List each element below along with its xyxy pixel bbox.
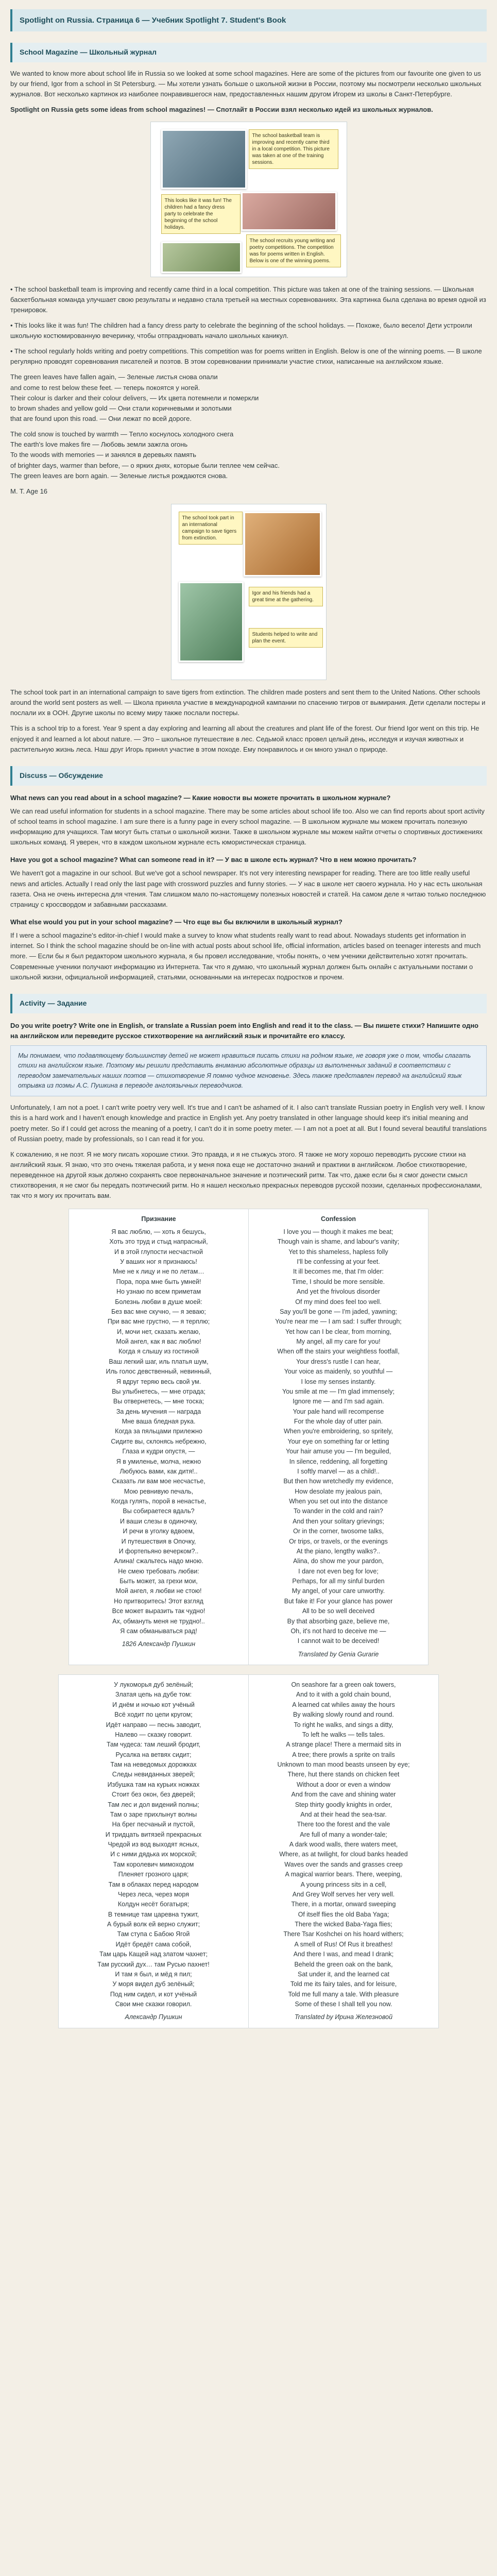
poem-line: And to it with a gold chain bound, (296, 1691, 391, 1699)
paragraph-tigers: The school took part in an international campaign to save tigers from extinction. The children made posters and sent them to the United Nations. Other schools around the world sent posters as well. — Школа приняла участие в международной кампании по спасению тигров от вымирания. Дети сделали постеры и послали их в ООН. Другие школы по всему миру также послали постеры. (10, 688, 486, 717)
poem-line: A dark wood walls, there waters meet, (289, 1841, 398, 1849)
poem-line: To wander in the cold and rain? (294, 1507, 383, 1515)
poem-line: Ignore me — and I'm sad again. (293, 1398, 384, 1405)
poem-line: Свои мне сказки говорил. (115, 2001, 192, 2008)
poem-line: Но узнаю по всем приметам (116, 1288, 201, 1296)
poem-line: Там чудеса: там леший бродит, (106, 1741, 201, 1749)
poem-line: Налево — сказку говорит. (115, 1731, 192, 1738)
poem-line: A young princess sits in a cell, (300, 1880, 387, 1888)
poem-line: Всё ходит по цепи кругом; (114, 1711, 193, 1719)
poem-line: Иль голос девственный, невинный, (106, 1368, 212, 1376)
poem-line: Вы улыбнетесь, — мне отрада; (112, 1387, 205, 1395)
poem-line: У ваших ног я признаюсь! (120, 1258, 197, 1266)
poem-line: Когда за пяльцами прилежно (115, 1428, 202, 1435)
poem-line: И фортепьяно вечерком?.. (118, 1547, 199, 1555)
poem-line: It ill becomes me, that I'm older: (293, 1268, 384, 1276)
poem-line: Ваш легкий шаг, иль платья шум, (109, 1358, 209, 1365)
poem-line: Все может выразить так чудно! (112, 1607, 205, 1615)
tiger-poster-photo (244, 512, 321, 577)
poem-line: За день мучения — награда (116, 1408, 201, 1415)
poem-line: To the woods with memories — и занялся в деревьях память (10, 451, 196, 459)
poem-line: Yet to this shameless, hapless folly (288, 1248, 388, 1256)
poem-line: Там лес и дол видений полны; (108, 1801, 199, 1808)
question-1: What news can you read about in a school magazine? — Какие новости вы можете прочитать в школьном журнале? (10, 793, 391, 802)
poem-line: Через леса, через моря (118, 1890, 189, 1898)
poem-line: Пленяет грозного царя; (118, 1871, 189, 1878)
poem-line: and come to rest below these feet. — теперь покоятся у ногей. (10, 383, 200, 392)
poem-line: To left he walks — tells tales. (302, 1731, 385, 1738)
poem-line: И с ними дядька их морской; (110, 1851, 197, 1858)
paragraph-forest-trip: This is a school trip to a forest. Year 9 spent a day exploring and learning all about the creatures and plant life of the forest. Our friend Igor went on this trip. He enjoyed it and learned a lot about nature. — Это – школьное путешествие в лес. Седьмой класс провел целый день, исследуя и изучая животных и растительную жизнь леса. Наш друг Игорь принял участие в этом походе. Ему понравилось и он много узнал о природе. (10, 724, 479, 753)
winning-poem (10, 372, 487, 481)
poem-line: By walking slowly round and round. (293, 1711, 394, 1719)
poem-line: How desolate my jealous pain, (295, 1487, 382, 1495)
confession-poem-table (10, 1209, 487, 1666)
poem-line: There Tsar Koshchei on his hoard withers; (283, 1930, 404, 1938)
poem-line: A learned cat whiles away the hours (292, 1701, 395, 1708)
section-heading-discuss: Discuss — Обсуждение (10, 766, 487, 786)
poem-line: Мне не к лицу и не по летам… (113, 1268, 204, 1276)
poem-line: You smile at me — I'm glad immensely; (282, 1387, 395, 1395)
activity-task: Do you write poetry? Write one in English, or translate a Russian poem into English and read it to the class. — Вы пишете стихи? Напишите одно на английском или переведите русское стихотворение на английский язык и прочитайте его классу. (10, 1021, 478, 1040)
poem-line: Пора, пора мне быть умней! (116, 1278, 201, 1285)
poem-line: For the whole day of utter pain. (294, 1418, 383, 1426)
poem-line: And at their head the sea-tsar. (300, 1810, 387, 1818)
poem-line: You're near me — I am sad: I suffer through; (275, 1318, 402, 1326)
poem-line: Perhaps, for all my sinful burden (292, 1578, 385, 1585)
poem2-russian-column (58, 1674, 249, 2028)
poem-line: of brighter days, warmer than before, — о ярких днях, которые были теплее чем сейчас. (10, 461, 280, 469)
poem-line: But then how wretchedly my evidence, (283, 1478, 393, 1485)
poem-line: Болезнь любви в душе моей: (115, 1298, 202, 1306)
caption-students: Students helped to write and plan the event. (249, 628, 323, 648)
magazine-figure-1 (10, 122, 487, 277)
poem-line: Beheld the green oak on the bank, (294, 1960, 393, 1968)
section-heading-activity: Activity — Задание (10, 994, 487, 1013)
poem-line: I dare not even beg for love; (298, 1567, 379, 1575)
caption-friends: Igor and his friends had a great time at the gathering. (249, 587, 323, 606)
answer-2: We haven't got a magazine in our school. But we've got a school newspaper. It's not very interesting newspaper for reading. There are too little really useful news and articles. Actually I read only the last page with crossword puzzles and funny stories. — У нас в школе нет своего журнала. Но у нас есть школьная газета. Она не очень интересна для чтения. Там слишком мало по-настоящему полезных новостей и статей. На самом деле я читаю только последнюю страницу с кроссвордом и забавными рассказами. (10, 869, 486, 908)
basketball-team-photo (161, 129, 247, 189)
poem-line: A magical warrior bears. There, weeping, (285, 1871, 402, 1878)
poem-line: By that absorbing gaze, believe me, (287, 1617, 390, 1625)
poem-line: Без вас мне скучно, — я зеваю; (111, 1308, 206, 1315)
poem-line: Say you'll be gone — I'm jaded, yawning; (280, 1308, 397, 1315)
poem-author: Translated by Genia Gurarie (298, 1650, 379, 1658)
poem-line: Your eye on something far or letting (287, 1437, 389, 1445)
poem-line: Waves over the sands and grasses creep (284, 1860, 403, 1868)
caption-fancy-dress: This looks like it was fun! The children had a fancy dress party to celebrate the beginning of the school holidays. (161, 194, 241, 234)
poem-line: Златая цепь на дубе том: (115, 1691, 192, 1699)
poem-line: The green leaves have fallen again, — Зеленые листья снова опали (10, 373, 218, 381)
poem-line: Unknown to man mood beasts unseen by eye; (277, 1761, 410, 1769)
poem-line: И в этой глупости несчастной (114, 1248, 203, 1256)
poem-line: А бурый волк ей верно служит; (107, 1921, 200, 1928)
poem-line: to brown shades and yellow gold — Они стали коричневыми и золотыми (10, 404, 232, 412)
poem-spacer (10, 424, 487, 429)
poem-line: The earth's love makes fire — Любовь земли зажгла огонь (10, 440, 188, 449)
poem-line: У моря видел дуб зелёный; (112, 1980, 195, 1988)
activity-paragraph-ru: К сожалению, я не поэт. Я не могу писать хорошие стихи. Это правда, и я не стыжусь этого. Я также не могу хорошо переводить русские стихи на английский язык. Я знаю, что это очень тяжелая работа, и у меня пока еще не достаточно знаний и практики в английском. Любое стихотворение, переведенное на другой язык должно сохранять свое первоначальное значение и поэтический ритм. Так что, даже если бы я смог донести смысл стихотворения, я не смог бы передать поэтический ритм. Но я нашел несколько прекрасных переводов русской поэзии, сделанных профессионалами, так что я могу их прочитать вам. (10, 1150, 482, 1200)
section-heading-school-magazine: School Magazine — Школьный журнал (10, 43, 487, 62)
poem-line: Мне ваша бледная рука. (122, 1418, 196, 1426)
poem-line: Alina, do show me your pardon, (293, 1557, 384, 1565)
poem-line: Your dress's rustle I can hear, (296, 1358, 381, 1365)
poem-line: Сказать ли вам мое несчастье, (112, 1478, 205, 1485)
poem-line: И тридцать витязей прекрасных (105, 1831, 202, 1838)
poem-line: И ваши слезы в одиночку, (119, 1517, 198, 1525)
poem-line: Where, as at twilight, for cloud banks headed (279, 1851, 408, 1858)
poem-line: Your voice as maidenly, so youthful — (284, 1368, 393, 1376)
poem-line: A tree; there prowls a sprite on trails (292, 1751, 395, 1758)
poem-line: I love you — though it makes me beat; (283, 1228, 393, 1235)
poem-line: Of my mind does feel too well. (295, 1298, 382, 1306)
poem-line: Там на неведомых дорожках (110, 1761, 197, 1769)
poem-line: У лукоморья дуб зелёный; (114, 1681, 193, 1689)
page-title: Spotlight on Russia. Страница 6 — Учебник Spotlight 7. Student's Book (10, 9, 487, 31)
poem-line: A strange place! There a mermaid sits in (286, 1741, 401, 1749)
activity-paragraph-en: Unfortunately, I am not a poet. I can't write poetry very well. It's true and I can't be ashamed of it. I also can't translate Russian poetry in English very well. I know this is a hard work and I haven't enough knowledge and practice in English yet. Any poetry translated in other language should keep it's initial meaning and poetry meter. So if I could get across the meaning of a poetry, I can't do it in some poetry meter. — I am not a poet at all. But I found several beautiful translations of Russian poetry, made by professionals, so I can read it for you. (10, 1104, 487, 1143)
poem-line: And then your solitary grievings; (293, 1517, 384, 1525)
poem-line: Избушка там на курьих ножках (107, 1781, 200, 1788)
poem-line: Не смею требовать любви: (118, 1567, 199, 1575)
poem-line: Step thirty goodly knights in order, (295, 1801, 392, 1808)
poem-line: I softly marvel — as a child!.. (297, 1467, 380, 1475)
poem-line: Я в умиленье, молча, нежно (116, 1458, 201, 1465)
poem-line: Идёт бредёт сама собой, (115, 1940, 192, 1948)
poem-line: Любуюсь вами, как дитя!.. (119, 1467, 198, 1475)
poem-line: There, hut there stands on chicken feet (287, 1771, 400, 1778)
poem-line: Хоть это труд и стыд напрасный, (109, 1238, 208, 1246)
poem-line: I cannot wait to be deceived! (297, 1637, 380, 1645)
poem-line: В темнице там царевна тужит, (108, 1910, 199, 1918)
poem-line: И там я был, и мёд я пил; (115, 1970, 192, 1978)
poem-line: Мою ревнивую печаль, (124, 1487, 194, 1495)
poem-line: И речи в уголку вдвоем, (123, 1528, 195, 1535)
poem-line: Мой ангел, я любви не стою! (115, 1587, 202, 1595)
poem-line: I lose my senses instantly. (301, 1378, 376, 1385)
poem-line: Some of these I shall tell you now. (295, 2001, 392, 2008)
poem-line: Русалка на ветвях сидит; (115, 1751, 192, 1758)
poem-line: The cold snow is touched by warmth — Тепло коснулось холодного снега (10, 430, 234, 438)
poem-line: И путешествия в Опочку, (121, 1537, 196, 1545)
poem-line: Когда я слышу из гостиной (118, 1348, 199, 1355)
poem-line: Мой ангел, как я вас люблю! (116, 1338, 201, 1346)
poem-line: Там русский дух… там Русью пахнет! (97, 1960, 210, 1968)
poem-line: When you set out into the distance (289, 1498, 388, 1505)
poem-author: M. T. Age 16 (10, 487, 48, 495)
poem-line: Told me its fairy tales, and for leisure, (290, 1980, 397, 1988)
poem-line: На брег песчаный и пустой, (112, 1821, 195, 1828)
poem-line: At the piano, lengthy walks?.. (296, 1547, 381, 1555)
poem-line: Sat under it, and the learned cat (298, 1970, 389, 1978)
poem-line: But fake it! For your glance has power (284, 1597, 393, 1605)
poem-line: Ах, обмануть меня не трудно!.. (112, 1617, 205, 1625)
poem-line: Of itself flies the old Baba Yaga; (298, 1910, 389, 1918)
poem-line: Your pale hand will recompense (293, 1408, 384, 1415)
magazine-page-illustration (150, 122, 347, 277)
magazine-figure-2 (10, 504, 487, 680)
poem-russian-column (68, 1209, 249, 1666)
poem-line: Быть может, за грехи мои, (119, 1578, 198, 1585)
poem-line: Though vain is shame, and labour's vanity; (277, 1238, 400, 1246)
poem-line: My angel, all my care for you! (296, 1338, 381, 1346)
poem-author: Translated by Ирина Железновой (294, 2013, 393, 2021)
paragraph-basketball: • The school basketball team is improving and recently came third in a local competition. This picture was taken at one of the training sessions. — Школьная баскетбольная команда улучшает свою результаты и недавно стала третьей на местных соревнованиях. Эта картинка была сделана во время одной из тренировок. (10, 285, 486, 314)
question-3: What else would you put in your school magazine? — Что еще вы бы включили в школьный журнал? (10, 918, 342, 926)
poem-line: Там ступа с Бабою Ягой (117, 1930, 190, 1938)
poem-author: Александр Пушкин (125, 2013, 182, 2021)
poem-english-title: Confession (320, 1215, 356, 1223)
section-subtitle: Spotlight on Russia gets some ideas from school magazines! — Спотлайт в России взял несколько идей из школьных журналов. (10, 106, 433, 114)
poem-line: Or in the corner, twosome talks, (293, 1528, 384, 1535)
poem-line: Yet how can I be clear, from morning, (285, 1328, 391, 1335)
intro-paragraph: We wanted to know more about school life in Russia so we looked at some school magazines. Here are some of the pictures from our favourite one given to us by our friend, Igor from a school in St Petersburg. — Мы хотели узнать больше о школьной жизни в России, поэтому мы посмотрели несколько школьных журналов. Вот несколько картинок из наиболее понравившегося нам, предоставленных нашим другом Игорем из школы в Санкт-Петербурге. (10, 69, 482, 98)
poem-english-column (249, 1209, 429, 1666)
poem-line: Следы невиданных зверей; (112, 1771, 195, 1778)
poem-russian-title: Признание (141, 1215, 176, 1223)
forest-trip-photo (179, 582, 244, 662)
lukomorye-poem-table (10, 1674, 487, 2028)
poem-line: Под ним сидел, и кот учёный (110, 1990, 197, 1998)
poem-line: Or trips, or travels, or the evenings (289, 1537, 388, 1545)
poem-line: Я вдруг теряю весь свой ум. (116, 1378, 201, 1385)
poem-line: Там царь Кащей над златом чахнет; (99, 1951, 208, 1958)
poem-line: I'll be confessing at your feet. (297, 1258, 380, 1266)
poem-line: There the wicked Baba-Yaga flies; (295, 1921, 392, 1928)
poem-line: Там королевич мимоходом (113, 1860, 194, 1868)
poem-line: Time, I should be more sensible. (292, 1278, 385, 1285)
poem-line: Там о заре прихлынут волны (110, 1810, 197, 1818)
poem-line: And yet the frivolous disorder (297, 1288, 380, 1296)
note-box: Мы понимаем, что подавляющему большинству детей не может нравиться писать стихи на родном языке, не говоря уже о том, чтобы слагать стихи на английском языке. Поэтому мы решили представить вниманию абсолютные образцы из выполненных заданий в соответствии с переводом замечательных наших поэтов — стихотворение Я помню чудное мгновенье. Здесь также представлен перевод на английский язык отрывка из поэмы А.С. Пушкина в переводе англоязычных переводчиков. (10, 1045, 487, 1097)
poem-line: Oh, it's not hard to deceive me — (290, 1627, 386, 1635)
poem-line: Told me full many a tale. With pleasure (288, 1990, 399, 1998)
poem-line: Идёт направо — песнь заводит, (106, 1721, 201, 1728)
poem-line: To right he walks, and sings a ditty, (294, 1721, 393, 1728)
answer-3: If I were a school magazine's editor-in-chief I would make a survey to know what students really want to read about. Nowadays students get information in internet. So I think the school magazine should be on-line with actual posts about school life, official information, articles based on teenager interests and much more. — Если бы я был редактором школьного журнала, я бы провел исследование, чтобы понять, о чем ученики действительно хотят прочитать. Современные ученики получают информацию из Интернета. Так что я думаю, что школьный журнал должен быть онлайн с актуальными постами о школьной жизни, официальной информацией, статьями, основанными на интересах подростков и прочем. (10, 931, 481, 981)
poem-line: And Grey Wolf serves her very well. (292, 1890, 395, 1898)
poetry-photo (161, 242, 242, 273)
poem-line: Their colour is darker and their colour delivers, — Их цвета потемнели и померкли (10, 394, 259, 402)
poem-line: When off the stairs your weightless footfall, (277, 1348, 400, 1355)
page (10, 0, 487, 2044)
poem-line: Я вас люблю, — хоть я бешусь, (111, 1228, 206, 1235)
poem-author: 1826 Александр Пушкин (122, 1640, 196, 1648)
caption-poetry: The school recruits young writing and poetry competitions. The competition was for poems written in English. Below is one of the winning poems. (246, 234, 341, 267)
poem-line: Глаза и кудри опустя, — (122, 1448, 195, 1455)
poem-line: Я сам обманываться рад! (120, 1627, 197, 1635)
poem-line: Чредой из вод выходят ясных, (108, 1841, 199, 1849)
caption-basketball: The school basketball team is improving and recently came third in a local competition. This picture was taken at one of the training sessions. (249, 129, 338, 169)
poem-line: Когда гулять, порой в ненастье, (111, 1498, 207, 1505)
paragraph-fancy-dress: • This looks like it was fun! The children had a fancy dress party to celebrate the beginning of the school holidays. — Похоже, было весело! Дети устроили школьную костюмированную вечеринку, чтобы отпраздновать начало школьных каникул. (10, 321, 472, 340)
caption-tigers: The school took part in an international campaign to save tigers from extinction. (179, 512, 243, 545)
answer-1: We can read useful information for students in a school magazine. There may be some articles about school life too. Also we can find reports about sport activity of school teams in school magazine. I am sure there is a funny page in every school magazine. — В школьном журнале мы можем прочитать полезную информацию для учащихся. Там могут быть статьи о школьной жизни. Также в школьном журнале мы можем найти отчеты о спортивных достижениях школьных команд. Я уверен, что в каждом школьном журнале есть юмористическая страница. (10, 807, 485, 846)
poem-line: A smell of Rus! Of Rus it breathes! (294, 1940, 393, 1948)
poem-line: Колдун несёт богатыря; (117, 1901, 190, 1908)
poem-line: And from the cave and shining water (291, 1791, 396, 1799)
magazine-page-illustration-2 (171, 504, 327, 680)
poem-line: Сидите вы, склонясь небрежно, (111, 1437, 207, 1445)
poem-line: There too the forest and the vale (297, 1821, 390, 1828)
poem-line: The green leaves are born again. — Зеленые листья рождаются снова. (10, 471, 228, 480)
poem-line: Но притворитесь! Этот взгляд (114, 1597, 203, 1605)
fancy-dress-photo (241, 192, 337, 231)
poem-line: Your hair amuse you — I'm beguiled, (285, 1448, 391, 1455)
poem-line: Там в облаках перед народом (108, 1880, 199, 1888)
poem-line: Are full of many a wonder-tale; (300, 1831, 387, 1838)
poem-line: On seashore far a green oak towers, (291, 1681, 396, 1689)
poem-line: And there I was, and mead I drank; (293, 1951, 394, 1958)
poem-line: All to be so well deceived (302, 1607, 375, 1615)
paragraph-poetry: • The school regularly holds writing and poetry competitions. This competition was for poems written in English. Below is one of the winning poems. — В школе регулярно проводят соревнования писателей и поэтов. В этом соревновании принимали участие стихи, написанные на английском языке. (10, 347, 482, 366)
poem-line: My angel, of your care unworthy. (292, 1587, 385, 1595)
poem2-english-column (249, 1674, 439, 2028)
poem-line: При вас мне грустно, — я терплю; (107, 1318, 210, 1326)
poem-line: И днём и ночью кот учёный (112, 1701, 195, 1708)
poem-line: Without a door or even a window (296, 1781, 391, 1788)
poem-line: Вы отвернетесь, — мне тоска; (113, 1398, 204, 1405)
question-2: Have you got a school magazine? What can someone read in it? — У вас в школе есть журнал? Что в нем можно прочитать? (10, 856, 417, 864)
poem-line: that are found upon this road. — Они лежат по всей дороге. (10, 415, 192, 423)
poem-line: Алина! сжальтесь надо мною. (114, 1557, 203, 1565)
poem-line: When you're embroidering, so spritely, (284, 1428, 393, 1435)
poem-line: Вы собираетеся вдаль? (123, 1507, 195, 1515)
poem-line: There, in a mortar, onward sweeping (291, 1901, 396, 1908)
poem-line: Стоит без окон, без дверей; (111, 1791, 195, 1799)
poem-line: In silence, reddening, all forgetting (289, 1458, 388, 1465)
poem-line: И, мочи нет, сказать желаю, (117, 1328, 200, 1335)
